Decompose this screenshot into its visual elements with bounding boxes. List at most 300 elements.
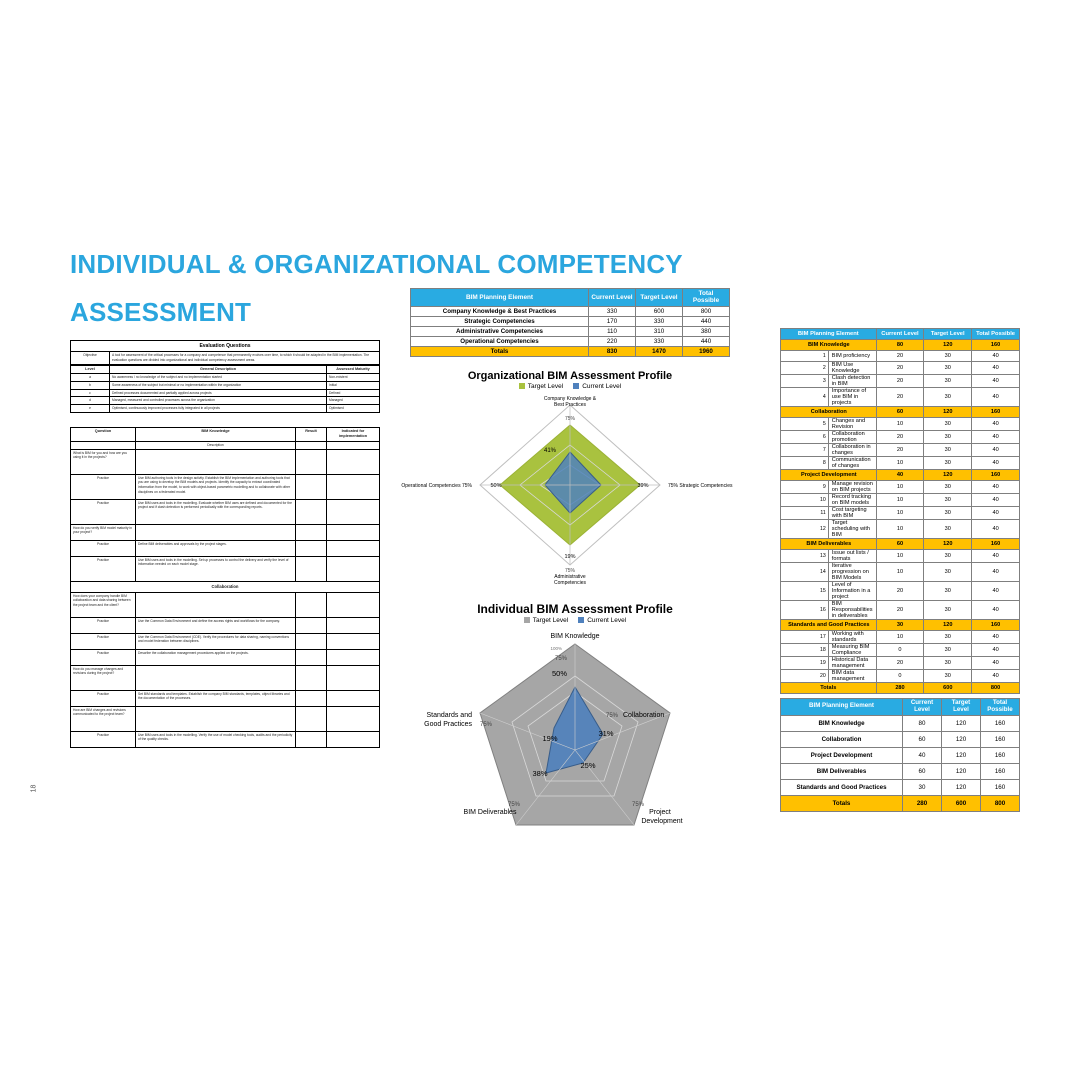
ind-chart-title: Individual BIM Assessment Profile [477,602,673,616]
questionnaire-block [70,340,380,748]
scale-maturity: Defined [327,389,380,397]
svg-text:75%: 75% [564,568,576,574]
org-chart-legend [400,383,740,390]
detail-item-name: Measuring BIM Compliance [828,644,876,657]
scale-maturity: Non-existent [327,374,380,382]
svg-text:50%: 50% [490,483,502,489]
matrix-question: Practice [71,617,136,633]
questionnaire-intro-table [70,351,380,365]
organizational-summary-table [410,288,730,357]
detail-group-row [781,340,1020,351]
matrix-indicated [327,731,380,747]
detail-item-current: 10 [876,494,924,507]
svg-text:75%: 75% [631,802,645,808]
org-row-name: Operational Competencies [411,336,589,346]
svg-text:Competencies: Competencies [554,580,586,586]
detail-item-index: 14 [781,563,829,582]
summary-row-target: 120 [942,747,981,763]
svg-text:75%: 75% [480,722,493,728]
org-row-total: 440 [683,316,730,326]
scale-level: d [71,397,110,405]
matrix-result [296,449,327,474]
table-row [781,351,1020,362]
detail-item-index: 19 [781,657,829,670]
matrix-result [296,540,327,556]
matrix-question: What is BIM for you and how are you using it in the projects? [71,449,136,474]
table-row [781,644,1020,657]
legend-current: Current Level [573,383,621,390]
detail-group-current: 80 [876,340,924,351]
detail-item-index: 20 [781,670,829,683]
detail-item-current: 10 [876,563,924,582]
slide-page [30,220,1040,860]
detail-group-name: Standards and Good Practices [781,620,877,631]
table-row [71,389,380,397]
svg-text:38%: 38% [532,769,548,778]
detail-item-index: 10 [781,494,829,507]
detail-item-index: 12 [781,520,829,539]
detail-item-name: Importance of use BIM in projects [828,388,876,407]
table-row [781,375,1020,388]
matrix-indicated [327,617,380,633]
detail-totals-current: 280 [876,683,924,694]
detail-item-current: 10 [876,507,924,520]
matrix-description: Use BIM authoring tools in the design activity. Establish the BIM implementation and authoring tools that you are using to develop the BIM models and projects. Identify the capacity to extract coordinated information from the model, to work with object-based parametric modelling and to collaborate with other disciplines on a federated model. [136,474,296,499]
table-row [411,316,730,326]
detail-item-current: 10 [876,550,924,563]
detail-item-target: 30 [924,582,972,601]
detail-item-current: 10 [876,631,924,644]
detail-group-name: Collaboration [781,407,877,418]
detail-item-current: 20 [876,582,924,601]
matrix-subheader-indicated [327,441,380,449]
table-row [71,397,380,405]
detail-group-row [781,620,1020,631]
table-row [781,631,1020,644]
org-totals-total: 1960 [683,346,730,356]
detail-item-index: 7 [781,444,829,457]
table-row [781,657,1020,670]
detail-item-current: 20 [876,362,924,375]
table-row [71,556,380,581]
matrix-question: Practice [71,633,136,649]
detail-item-current: 20 [876,444,924,457]
summary-row-current: 60 [903,763,942,779]
table-row [781,582,1020,601]
matrix-section-title: Collaboration [71,581,380,592]
table-row [781,601,1020,620]
table-row [781,494,1020,507]
svg-text:75%: 75% [554,656,567,662]
svg-text:19%: 19% [542,734,558,743]
table-row [781,418,1020,431]
matrix-indicated [327,633,380,649]
summary-row-target: 120 [942,779,981,795]
detail-item-total: 40 [972,631,1020,644]
detail-item-name: Historical Data management [828,657,876,670]
matrix-subheader-question [71,441,136,449]
summary-row-total: 160 [981,747,1020,763]
matrix-question: How does your company handle BIM collaboration and data sharing between the project team and the client? [71,592,136,617]
table-row [781,481,1020,494]
detail-group-target: 120 [924,407,972,418]
scale-desc: No awareness / no knowledge of the subject and no implementation started [110,374,327,382]
scale-header-maturity: Assessed Maturity [327,365,380,374]
detail-header-total: Total Possible [972,329,1020,340]
detail-item-total: 40 [972,601,1020,620]
detail-group-name: Project Development [781,470,877,481]
table-row-totals [781,683,1020,694]
detail-item-name: Issue out lists / formats [828,550,876,563]
summary-row-name: BIM Knowledge [781,715,903,731]
summary-row-total: 160 [981,715,1020,731]
detail-item-name: Changes and Revision [828,418,876,431]
detail-item-total: 40 [972,563,1020,582]
org-row-target: 330 [636,336,683,346]
matrix-question: How do you verify BIM model maturity in your project? [71,524,136,540]
table-row [71,524,380,540]
detail-item-target: 30 [924,351,972,362]
table-row [71,441,380,449]
summary-totals-total: 800 [981,795,1020,811]
summary-row-current: 40 [903,747,942,763]
detail-item-index: 16 [781,601,829,620]
detail-group-row [781,539,1020,550]
detail-item-current: 10 [876,481,924,494]
matrix-indicated [327,649,380,665]
detail-item-total: 40 [972,388,1020,407]
matrix-description [136,706,296,731]
summary-row-name: Standards and Good Practices [781,779,903,795]
summary-row-current: 60 [903,731,942,747]
table-row [781,444,1020,457]
svg-text:100%: 100% [550,646,562,651]
detail-group-current: 60 [876,539,924,550]
detail-totals-total: 800 [972,683,1020,694]
detail-item-index: 8 [781,457,829,470]
svg-text:Company Knowledge &: Company Knowledge & [543,396,597,402]
matrix-question: Practice [71,690,136,706]
detail-group-total: 160 [972,470,1020,481]
detail-group-target: 120 [924,340,972,351]
detail-item-target: 30 [924,444,972,457]
detail-item-target: 30 [924,657,972,670]
detail-item-total: 40 [972,444,1020,457]
table-row [781,563,1020,582]
legend-target: Target Level [524,617,568,624]
table-row [71,706,380,731]
summary-totals-label: Totals [781,795,903,811]
detail-group-current: 30 [876,620,924,631]
detail-item-total: 40 [972,520,1020,539]
table-row [411,306,730,316]
detail-group-row [781,470,1020,481]
matrix-result [296,633,327,649]
detail-item-index: 15 [781,582,829,601]
matrix-description: Define BIM deliverables and approvals by the project stages. [136,540,296,556]
individual-radar-chart [410,602,740,849]
individual-summary-table [780,698,1020,812]
table-row [781,747,1020,763]
summary-row-name: Collaboration [781,731,903,747]
summary-totals-current: 280 [903,795,942,811]
page-title-line1: INDIVIDUAL & ORGANIZATIONAL COMPETENCY [70,249,683,279]
matrix-description [136,449,296,474]
detail-group-target: 120 [924,539,972,550]
detail-item-name: Target scheduling with BIM [828,520,876,539]
org-row-total: 440 [683,336,730,346]
table-row [71,649,380,665]
detail-item-index: 17 [781,631,829,644]
table-row [411,326,730,336]
summary-totals-target: 600 [942,795,981,811]
detail-item-current: 20 [876,431,924,444]
detail-group-total: 160 [972,340,1020,351]
svg-text:41%: 41% [543,448,557,454]
organizational-radar-chart [400,370,740,585]
detail-item-total: 40 [972,507,1020,520]
summary-row-current: 80 [903,715,942,731]
table-row [781,715,1020,731]
detail-item-name: Level of Information in a project [828,582,876,601]
detail-item-target: 30 [924,362,972,375]
svg-text:50%: 50% [551,669,567,678]
matrix-description: Describe the collaboration management procedures applied on the projects. [136,649,296,665]
questionnaire-scale-table [70,365,380,413]
detail-group-current: 40 [876,470,924,481]
detail-item-total: 40 [972,582,1020,601]
detail-item-target: 30 [924,494,972,507]
org-radar-svg [400,390,740,586]
detail-item-total: 40 [972,494,1020,507]
matrix-indicated [327,690,380,706]
svg-text:BIM Deliverables: BIM Deliverables [463,809,517,816]
table-row [71,449,380,474]
legend-target: Target Level [519,383,563,390]
detail-item-target: 30 [924,418,972,431]
table-row [781,457,1020,470]
detail-item-index: 3 [781,375,829,388]
summary-row-total: 160 [981,763,1020,779]
org-row-current: 170 [589,316,636,326]
detail-item-name: Clash detection in BIM [828,375,876,388]
table-row [781,362,1020,375]
detail-item-current: 0 [876,644,924,657]
detail-item-index: 5 [781,418,829,431]
detail-header-target: Target Level [924,329,972,340]
summary-row-name: Project Development [781,747,903,763]
svg-text:BIM Knowledge: BIM Knowledge [550,633,600,640]
table-row [71,665,380,690]
detail-group-current: 60 [876,407,924,418]
table-row [71,592,380,617]
matrix-indicated [327,665,380,690]
detail-item-total: 40 [972,644,1020,657]
page-number: 18 [30,784,38,793]
table-row-totals [411,346,730,356]
detail-item-index: 1 [781,351,829,362]
table-row-totals [781,795,1020,811]
org-row-target: 600 [636,306,683,316]
org-row-name: Strategic Competencies [411,316,589,326]
legend-current: Current Level [578,617,626,624]
legend-swatch-target [519,383,525,389]
table-row [71,617,380,633]
detail-item-index: 18 [781,644,829,657]
table-row [71,474,380,499]
matrix-header-indicated: Indicated for implementation [327,427,380,441]
org-header-total: Total Possible [683,289,730,307]
svg-text:Operational Competencies 75%: Operational Competencies 75% [401,483,472,489]
detail-item-total: 40 [972,431,1020,444]
matrix-result [296,474,327,499]
scale-maturity: Optimised [327,405,380,413]
org-row-name: Administrative Competencies [411,326,589,336]
org-row-current: 110 [589,326,636,336]
detail-item-total: 40 [972,375,1020,388]
org-row-current: 220 [589,336,636,346]
detail-item-current: 10 [876,520,924,539]
org-totals-label: Totals [411,346,589,356]
scale-level: b [71,381,110,389]
table-row [781,763,1020,779]
detail-totals-target: 600 [924,683,972,694]
table-row [71,540,380,556]
org-row-target: 310 [636,326,683,336]
detail-item-name: BIM data management [828,670,876,683]
questionnaire-banner: Evaluation Questions [70,340,380,351]
matrix-header-result: Result [296,427,327,441]
detail-item-total: 40 [972,457,1020,470]
table-row [71,405,380,413]
matrix-subheader-description: Description [136,441,296,449]
matrix-result [296,706,327,731]
ind-radar-svg [410,624,740,844]
svg-text:75%: 75% [564,416,576,422]
summary-row-total: 160 [981,779,1020,795]
table-row [781,670,1020,683]
svg-text:75%: 75% [605,713,618,719]
scale-level: a [71,374,110,382]
org-row-name: Company Knowledge & Best Practices [411,306,589,316]
detail-item-current: 10 [876,418,924,431]
summary-row-target: 120 [942,763,981,779]
matrix-indicated [327,556,380,581]
matrix-description: Use BIM uses and tools in the modelling. Set up processes to control the delivery and verify the level of information needed on each model stage. [136,556,296,581]
detail-item-name: BIM Responsabilities in deliverables [828,601,876,620]
detail-totals-label: Totals [781,683,877,694]
detail-item-name: Cost targeting with BIM [828,507,876,520]
detail-group-row [781,407,1020,418]
svg-text:75%: 75% [507,802,521,808]
matrix-question: Practice [71,731,136,747]
detail-item-current: 0 [876,670,924,683]
scale-level: c [71,389,110,397]
matrix-indicated [327,540,380,556]
detail-item-current: 20 [876,601,924,620]
detail-item-name: Communication of changes [828,457,876,470]
org-chart-title: Organizational BIM Assessment Profile [467,370,673,382]
detail-item-target: 30 [924,457,972,470]
matrix-description [136,592,296,617]
detail-group-total: 160 [972,620,1020,631]
table-row [71,499,380,524]
matrix-header-knowledge: BIM Knowledge [136,427,296,441]
detail-item-name: Collaboration promotion [828,431,876,444]
matrix-question: Practice [71,649,136,665]
scale-desc: Some awareness of the subject but minimal or no implementation within the organization [110,381,327,389]
matrix-subheader-result [296,441,327,449]
table-row [781,388,1020,407]
summary-row-target: 120 [942,731,981,747]
org-row-current: 330 [589,306,636,316]
matrix-question: How do you manage changes and revisions during the project? [71,665,136,690]
scale-desc: Managed, measured and controlled processes across the organization [110,397,327,405]
table-row [781,731,1020,747]
detail-group-name: BIM Knowledge [781,340,877,351]
table-row [71,731,380,747]
summary-row-current: 30 [903,779,942,795]
detail-item-index: 9 [781,481,829,494]
table-row [71,381,380,389]
detail-header-current: Current Level [876,329,924,340]
detail-item-target: 30 [924,481,972,494]
org-totals-current: 830 [589,346,636,356]
detail-item-current: 20 [876,657,924,670]
org-row-total: 800 [683,306,730,316]
matrix-indicated [327,524,380,540]
table-row [411,336,730,346]
ind-chart-legend [410,617,740,624]
detail-group-target: 120 [924,470,972,481]
detail-group-total: 160 [972,539,1020,550]
table-row [781,520,1020,539]
svg-text:Best Practices: Best Practices [554,402,586,408]
matrix-indicated [327,592,380,617]
matrix-question: Practice [71,556,136,581]
detail-item-name: Collaboration in changes [828,444,876,457]
matrix-description: Use the Common Data Environment and define the access rights and workflows for the company. [136,617,296,633]
svg-text:Administrative: Administrative [554,574,586,580]
matrix-result [296,690,327,706]
detail-item-name: Manage revision on BIM projects [828,481,876,494]
org-header-target: Target Level [636,289,683,307]
matrix-indicated [327,474,380,499]
matrix-indicated [327,449,380,474]
detail-item-target: 30 [924,644,972,657]
detail-item-target: 30 [924,520,972,539]
page-title-line2: ASSESSMENT [70,297,252,328]
detail-header-element: BIM Planning Element [781,329,877,340]
svg-text:31%: 31% [598,729,614,738]
svg-text:39%: 39% [637,483,649,489]
intro-text: A tool for assessment of the critical processes for a company and competence that permanently evolves over time, to which it should be adapted in the BIM implementation. The evaluation questions are divided into organizational and individual competency assessment areas. [110,352,380,365]
matrix-question: Practice [71,499,136,524]
table-row [71,374,380,382]
matrix-description: Use BIM uses and tools in the modelling. Evaluate whether BIM uses are defined and documented for the project and if clash detection is performed periodically with the corresponding reports. [136,499,296,524]
scale-header-description: General Description [110,365,327,374]
matrix-result [296,524,327,540]
matrix-description [136,665,296,690]
table-row [71,690,380,706]
detail-item-index: 13 [781,550,829,563]
svg-text:Standards and: Standards and [426,712,472,719]
legend-swatch-current [573,383,579,389]
detail-item-index: 4 [781,388,829,407]
matrix-description: Use BIM uses and tools in the modelling. Verify the use of model checking tools, audits and the periodicity of the quality checks. [136,731,296,747]
detail-item-index: 11 [781,507,829,520]
detail-group-total: 160 [972,407,1020,418]
